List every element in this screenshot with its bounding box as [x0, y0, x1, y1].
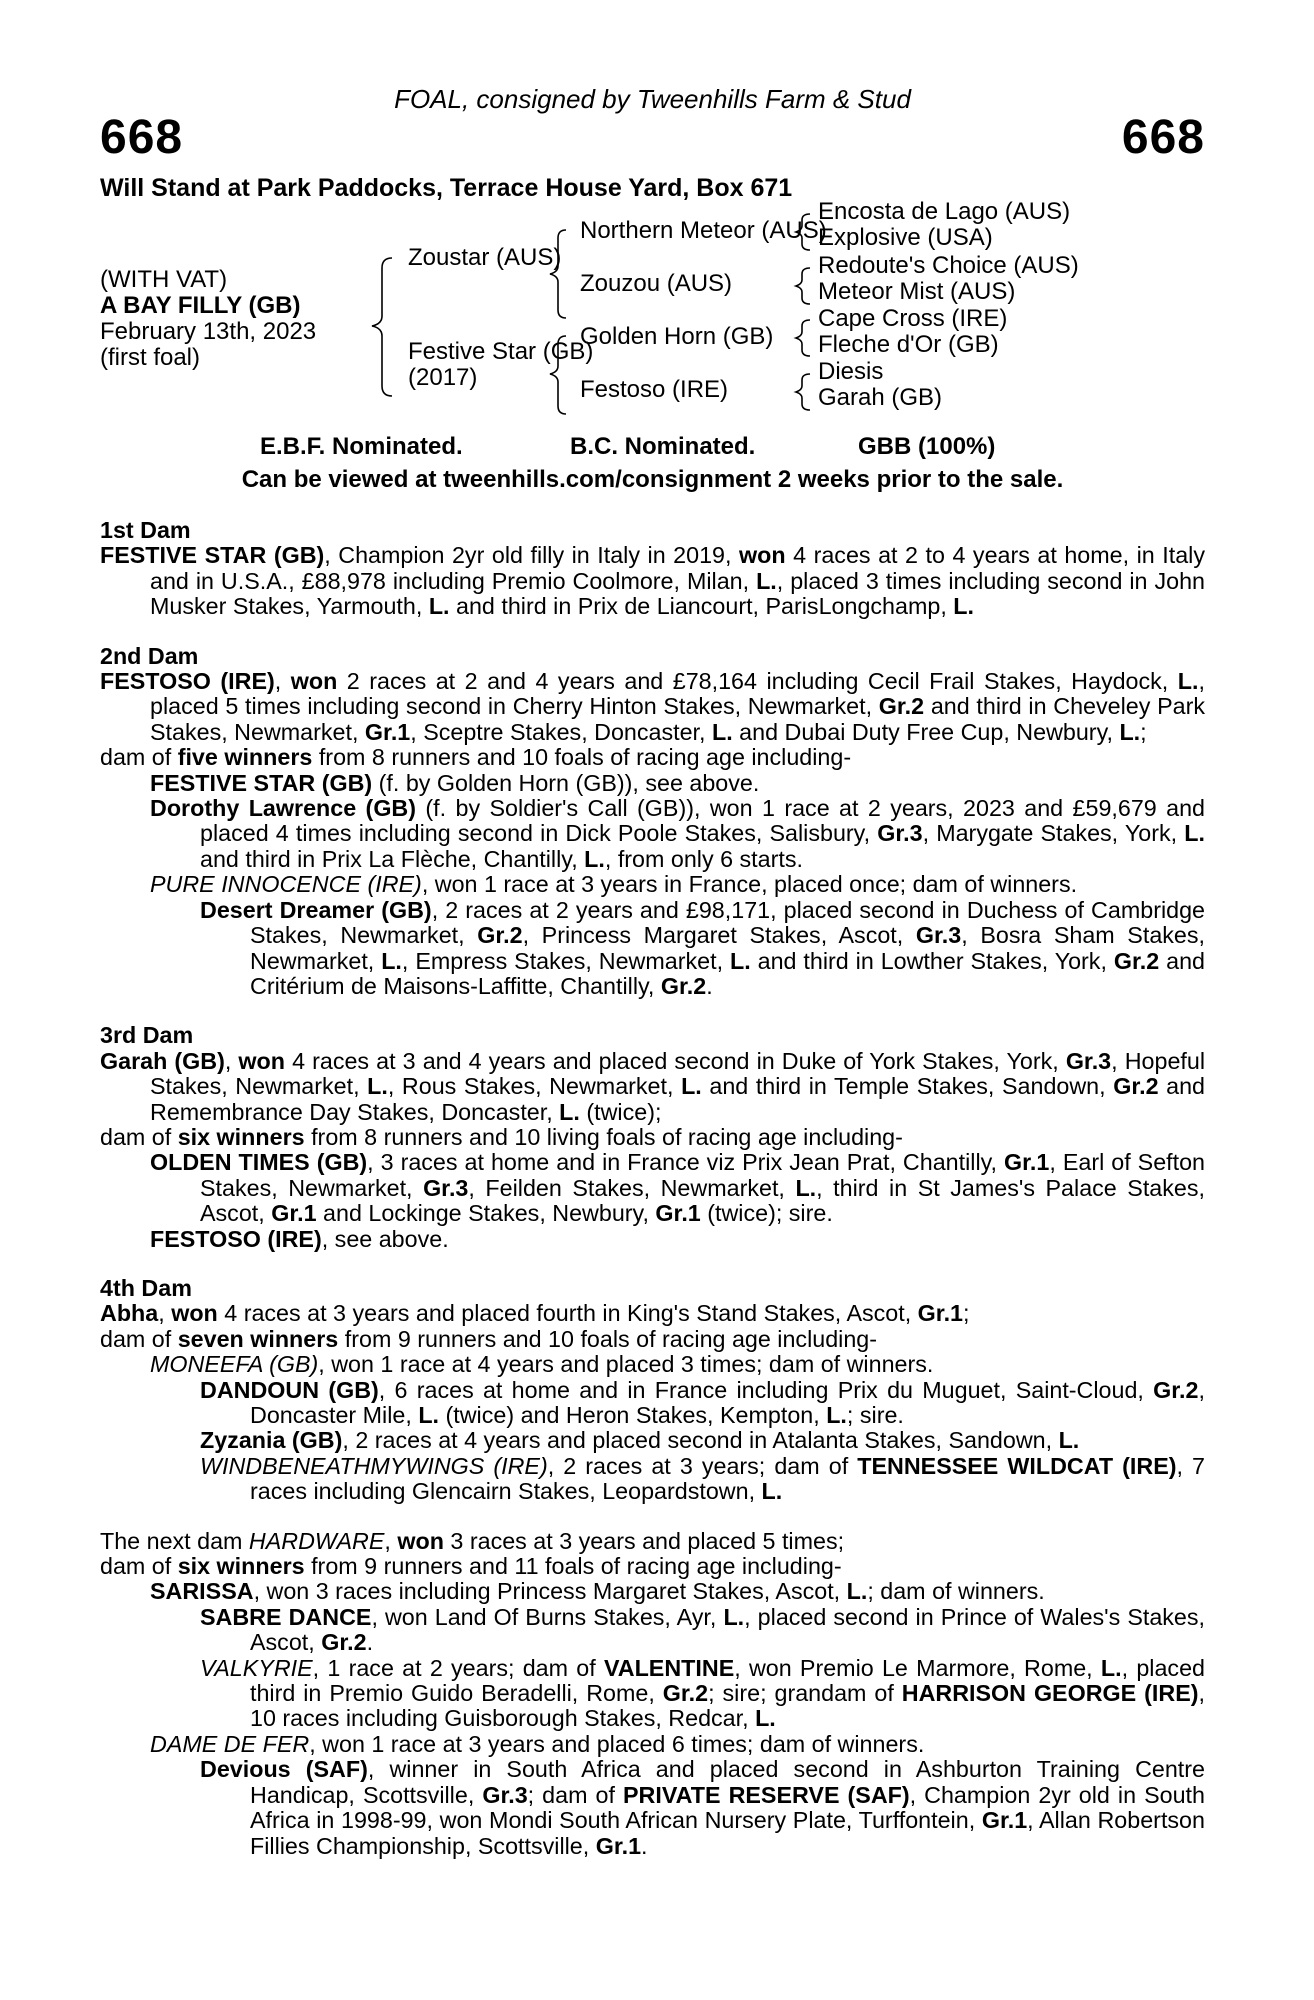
second-dam-section [100, 644, 1205, 1000]
gbb-note: GBB (100%) [858, 433, 996, 460]
listed-label: L. [367, 1073, 388, 1100]
text: , placed second in Prince of Wales's Stakes, Ascot, [250, 1603, 1206, 1656]
consignor-line: FOAL, consigned by Tweenhills Farm & Stud [394, 84, 911, 114]
sire-dam: Zouzou (AUS) [580, 270, 733, 297]
listed-label: L. [826, 1402, 847, 1428]
listed-label: L. [584, 845, 605, 872]
produce-name: FESTIVE STAR (GB) [150, 769, 373, 796]
text: dam of [100, 744, 178, 771]
produce-entry [100, 1605, 1205, 1656]
ebf-note: E.B.F. Nominated. [260, 433, 463, 460]
sire-sire-sire: Encosta de Lago (AUS) [818, 198, 1071, 225]
group-label: Gr.1 [917, 1300, 964, 1327]
text: dam of [100, 1553, 178, 1580]
vat-note: (WITH VAT) [100, 266, 228, 293]
viewing-note: Can be viewed at tweenhills.com/consignment 2 weeks prior to the sale. [241, 466, 1064, 493]
sire-dam-sire: Redoute's Choice (AUS) [818, 252, 1079, 279]
listed-label: L. [1177, 668, 1199, 695]
won-label: won [238, 1047, 286, 1074]
horse-name: A BAY FILLY (GB) [100, 292, 301, 319]
pedigree-table [100, 200, 1205, 425]
text: 3 races at 3 years and placed 5 times; [443, 1527, 845, 1554]
text: , 3 races at home and in France viz Prix Jean Prat, Chantilly, [367, 1149, 1005, 1176]
produce-entry [100, 898, 1205, 1000]
produce-name: FESTOSO (IRE) [150, 1225, 322, 1252]
foaling-date: February 13th, 2023 [100, 318, 317, 345]
group-label: Gr.2 [1153, 1376, 1199, 1403]
text: , Marygate Stakes, York, [922, 820, 1185, 847]
listed-label: L. [1119, 718, 1141, 745]
produce-name: WINDBENEATHMYWINGS (IRE) [200, 1452, 548, 1479]
produce-name: OLDEN TIMES (GB) [150, 1149, 368, 1176]
winners-count: seven winners [177, 1325, 339, 1352]
listed-label: L. [418, 1402, 440, 1428]
next-dam-produce-summary [100, 1554, 1205, 1579]
produce-entry [100, 1454, 1205, 1505]
group-label: Gr.1 [364, 718, 411, 745]
listed-label: L. [729, 947, 751, 974]
group-label: Gr.1 [655, 1200, 701, 1227]
text: , won Land Of Burns Stakes, Ayr, [371, 1603, 724, 1630]
group-label: Gr.2 [878, 693, 925, 720]
listed-label: L. [723, 1603, 745, 1630]
text: and Dubai Duty Free Cup, Newbury, [732, 718, 1120, 745]
text: (f. by Soldier's Call (GB)), won 1 race at 2 years, 2023 and £59,679 and placed 4 times including second in Dick Poole Stakes, Salisbury, [200, 795, 1206, 847]
text: , Champion 2yr old in South Africa in 1998-99, won Mondi South African Nursery Plate, Turffontein, [250, 1781, 1205, 1834]
group-label: Gr.2 [321, 1629, 367, 1656]
text: , 2 races at 4 years and placed second in Atalanta Stakes, Sandown, [342, 1427, 1059, 1454]
text: , Feilden Stakes, Newmarket, [468, 1174, 796, 1201]
dam-dam-sire: Diesis [818, 358, 884, 385]
text: , Sceptre Stakes, Doncaster, [410, 718, 712, 745]
text: , 2 races at 3 years; dam of [547, 1452, 858, 1479]
group-label: Gr.2 [1113, 1073, 1159, 1100]
text: from 8 runners and 10 foals of racing age including- [312, 744, 852, 771]
text: (twice) and Heron Stakes, Kempton, [439, 1402, 827, 1428]
group-label: Gr.3 [1065, 1047, 1112, 1074]
won-label: won [397, 1527, 444, 1554]
produce-name: PURE INNOCENCE (IRE) [150, 871, 422, 898]
produce-name: DAME DE FER [150, 1730, 310, 1757]
third-dam-record [100, 1049, 1205, 1125]
produce-entry [100, 1656, 1205, 1732]
produce-name: TENNESSEE WILDCAT (IRE) [857, 1452, 1177, 1479]
group-label: Gr.1 [595, 1832, 642, 1859]
text: and Remembrance Day Stakes, Doncaster, [150, 1073, 1206, 1125]
dam-name: Festive Star (GB) [408, 338, 594, 365]
produce-name: VALENTINE [603, 1654, 735, 1681]
produce-name: DANDOUN (GB) [200, 1376, 379, 1403]
text: , third in St James's Palace Stakes, Ascot, [200, 1174, 1205, 1227]
text: and third in Prix La Flèche, Chantilly, [200, 845, 585, 872]
text: (twice); [579, 1098, 662, 1125]
group-label: Gr.2 [1113, 947, 1160, 974]
dam-sire-sire: Cape Cross (IRE) [818, 305, 1008, 332]
text: , [384, 1527, 398, 1554]
catalogue-body [100, 518, 1205, 1883]
text: , Bosra Sham Stakes, Newmarket, [250, 922, 1205, 974]
dam-name: FESTIVE STAR (GB) [100, 542, 325, 569]
text: 2 races at 2 and 4 years and £78,164 including Cecil Frail Stakes, Haydock, [337, 668, 1178, 695]
dam-sire: Golden Horn (GB) [580, 323, 774, 350]
produce-entry [100, 872, 1205, 897]
first-dam-record [100, 543, 1205, 619]
text: , won 1 race at 3 years and placed 6 times; dam of winners. [309, 1730, 925, 1757]
text: and third in Prix de Liancourt, ParisLongchamp, [449, 593, 954, 620]
fourth-dam-produce-summary [100, 1327, 1205, 1352]
next-dam-record [100, 1529, 1205, 1554]
text: , 2 races at 2 years and £98,171, placed second in Duchess of Cambridge Stakes, Newmarket, [250, 896, 1205, 949]
text: , Empress Stakes, Newmarket, [401, 947, 730, 974]
produce-name: VALKYRIE [200, 1654, 313, 1681]
group-label: Gr.2 [477, 922, 523, 949]
text: ; [963, 1300, 970, 1327]
text: and third in Lowther Stakes, York, [750, 947, 1114, 974]
text: and Lockinge Stakes, Newbury, [316, 1200, 656, 1227]
fourth-dam-record [100, 1301, 1205, 1326]
produce-name: Devious (SAF) [200, 1756, 368, 1783]
won-label: won [739, 542, 786, 569]
text: , Rous Stakes, Newmarket, [387, 1073, 682, 1100]
sire-name: Zoustar (AUS) [408, 244, 562, 271]
listed-label: L. [381, 947, 402, 974]
text: , winner in South Africa and placed second in Ashburton Training Centre Handicap, Scottsville, [250, 1756, 1205, 1808]
dam-dam-dam: Garah (GB) [818, 384, 943, 411]
text: ; dam of [527, 1781, 624, 1808]
listed-label: L. [795, 1174, 817, 1201]
text: ; sire; grandam of [708, 1680, 902, 1707]
produce-name: SABRE DANCE [200, 1603, 372, 1630]
produce-name: PRIVATE RESERVE (SAF) [623, 1781, 910, 1808]
listed-label: L. [756, 567, 777, 594]
text: , placed 5 times including second in Cherry Hinton Stakes, Newmarket, [150, 668, 1205, 720]
produce-entry [100, 1352, 1205, 1377]
text: , won 3 races including Princess Margaret Stakes, Ascot, [253, 1578, 847, 1605]
text: , placed 3 times including second in John Musker Stakes, Yarmouth, [150, 567, 1205, 620]
text: , from only 6 starts. [604, 845, 803, 872]
next-dam-section [100, 1529, 1205, 1859]
text: dam of [100, 1325, 178, 1352]
third-dam-heading: 3rd Dam [100, 1022, 194, 1049]
won-label: won [171, 1300, 218, 1327]
text: from 9 runners and 11 foals of racing age including- [304, 1553, 842, 1580]
dam-year: (2017) [408, 364, 478, 391]
text: and third in Cheveley Park Stakes, Newmarket, [150, 693, 1205, 745]
sire-dam-dam: Meteor Mist (AUS) [818, 278, 1016, 305]
text: , Hopeful Stakes, Newmarket, [150, 1047, 1206, 1100]
text: , Champion 2yr old filly in Italy in 2019, [324, 542, 739, 569]
listed-label: L. [761, 1478, 783, 1505]
group-label: Gr.3 [877, 820, 923, 847]
dam-dam: Festoso (IRE) [580, 376, 729, 403]
produce-name: SARISSA [150, 1578, 254, 1605]
text: (twice); sire. [700, 1200, 833, 1227]
text: , [158, 1300, 172, 1327]
listed-label: L. [953, 593, 974, 620]
listed-label: L. [428, 593, 450, 620]
won-label: won [290, 668, 338, 695]
listed-label: L. [681, 1073, 702, 1100]
text: , 6 races at home and in France including Prix du Muguet, Saint-Cloud, [378, 1376, 1154, 1403]
text: , [274, 668, 291, 695]
second-dam-produce-summary [100, 745, 1205, 770]
dam-name: HARDWARE [248, 1527, 385, 1554]
bc-note: B.C. Nominated. [570, 433, 756, 460]
text: . [706, 972, 713, 999]
foal-note: (first foal) [100, 344, 201, 371]
produce-name: Dorothy Lawrence (GB) [150, 795, 417, 822]
text: , 10 races including Guisborough Stakes, Redcar, [250, 1680, 1205, 1732]
produce-name: Zyzania (GB) [200, 1427, 343, 1454]
text: from 9 runners and 10 foals of racing age including- [338, 1325, 878, 1352]
listed-label: L. [755, 1705, 776, 1732]
group-label: Gr.2 [660, 972, 707, 999]
text: and Critérium de Maisons-Laffitte, Chantilly, [250, 947, 1205, 999]
text: (f. by Golden Horn (GB)), see above. [372, 769, 760, 796]
fourth-dam-section [100, 1276, 1205, 1505]
text: , Doncaster Mile, [250, 1376, 1205, 1428]
produce-entry [100, 1378, 1205, 1429]
lot-number-right: 668 [1121, 111, 1205, 164]
third-dam-produce-summary [100, 1125, 1205, 1150]
text: , won 1 race at 3 years in France, placed once; dam of winners. [421, 871, 1078, 898]
group-label: Gr.3 [482, 1781, 528, 1808]
dam-name: Garah (GB) [100, 1047, 225, 1074]
text: ; [1140, 718, 1147, 745]
text: . [366, 1629, 374, 1656]
produce-entry [100, 796, 1205, 872]
catalogue-page [100, 0, 1205, 2000]
listed-label: L. [559, 1098, 580, 1125]
text: , Princess Margaret Stakes, Ascot, [522, 922, 916, 949]
listed-label: L. [846, 1578, 868, 1605]
fourth-dam-heading: 4th Dam [100, 1274, 192, 1301]
produce-entry [100, 1579, 1205, 1604]
second-dam-record [100, 669, 1205, 745]
listed-label: L. [1058, 1427, 1080, 1454]
text: 4 races at 2 to 4 years at home, in Italy and in U.S.A., £88,978 including Premio Coolmore, Milan, [150, 542, 1205, 594]
produce-entry [100, 1428, 1205, 1453]
sire-sire-dam: Explosive (USA) [818, 224, 993, 251]
lot-number-left: 668 [100, 111, 184, 164]
produce-entry [100, 1757, 1205, 1859]
text: dam of [100, 1123, 178, 1150]
text: 4 races at 3 and 4 years and placed second in Duke of York Stakes, York, [285, 1047, 1066, 1074]
text: 4 races at 3 years and placed fourth in King's Stand Stakes, Ascot, [217, 1300, 918, 1327]
text: ; dam of winners. [867, 1578, 1045, 1605]
text: The next dam [100, 1527, 249, 1554]
dam-name: Abha [100, 1300, 159, 1327]
listed-label: L. [1184, 820, 1206, 847]
winners-count: six winners [177, 1123, 305, 1150]
dam-sire-dam: Fleche d'Or (GB) [818, 331, 999, 358]
produce-entry [100, 1150, 1205, 1226]
produce-name: MONEEFA (GB) [150, 1351, 319, 1378]
text: , 1 race at 2 years; dam of [312, 1654, 604, 1681]
text: from 8 runners and 10 living foals of racing age including- [304, 1123, 903, 1150]
group-label: Gr.3 [423, 1174, 469, 1201]
text: , see above. [321, 1225, 449, 1252]
text: . [641, 1832, 648, 1859]
group-label: Gr.1 [271, 1200, 317, 1227]
third-dam-section [100, 1023, 1205, 1252]
produce-entry [100, 1732, 1205, 1757]
sire-sire: Northern Meteor (AUS) [580, 217, 827, 244]
text: , Earl of Sefton Stakes, Newmarket, [200, 1149, 1206, 1201]
text: ; sire. [846, 1402, 904, 1428]
produce-entry [100, 771, 1205, 796]
winners-count: six winners [177, 1553, 305, 1580]
produce-name: Desert Dreamer (GB) [200, 896, 432, 923]
second-dam-heading: 2nd Dam [100, 642, 199, 669]
text: , won 1 race at 4 years and placed 3 times; dam of winners. [318, 1351, 934, 1378]
text: , placed third in Premio Guido Beradelli, Rome, [250, 1654, 1205, 1707]
stand-location: Will Stand at Park Paddocks, Terrace House Yard, Box 671 [100, 174, 793, 202]
group-label: Gr.1 [1004, 1149, 1050, 1176]
group-label: Gr.2 [662, 1680, 709, 1707]
text: , [224, 1047, 239, 1074]
listed-label: L. [1100, 1654, 1122, 1681]
group-label: Gr.1 [981, 1807, 1028, 1834]
first-dam-section [100, 518, 1205, 620]
winners-count: five winners [177, 744, 313, 771]
text: , won Premio Le Marmore, Rome, [734, 1654, 1101, 1681]
group-label: Gr.3 [915, 922, 962, 949]
produce-entry [100, 1227, 1205, 1252]
listed-label: L. [711, 718, 733, 745]
dam-name: FESTOSO (IRE) [100, 668, 275, 695]
text: , 7 races including Glencairn Stakes, Leopardstown, [250, 1452, 1205, 1505]
first-dam-heading: 1st Dam [100, 517, 191, 543]
text: and third in Temple Stakes, Sandown, [701, 1073, 1114, 1100]
produce-name: HARRISON GEORGE (IRE) [901, 1680, 1199, 1707]
text: , Allan Robertson Fillies Championship, Scottsville, [250, 1807, 1205, 1859]
